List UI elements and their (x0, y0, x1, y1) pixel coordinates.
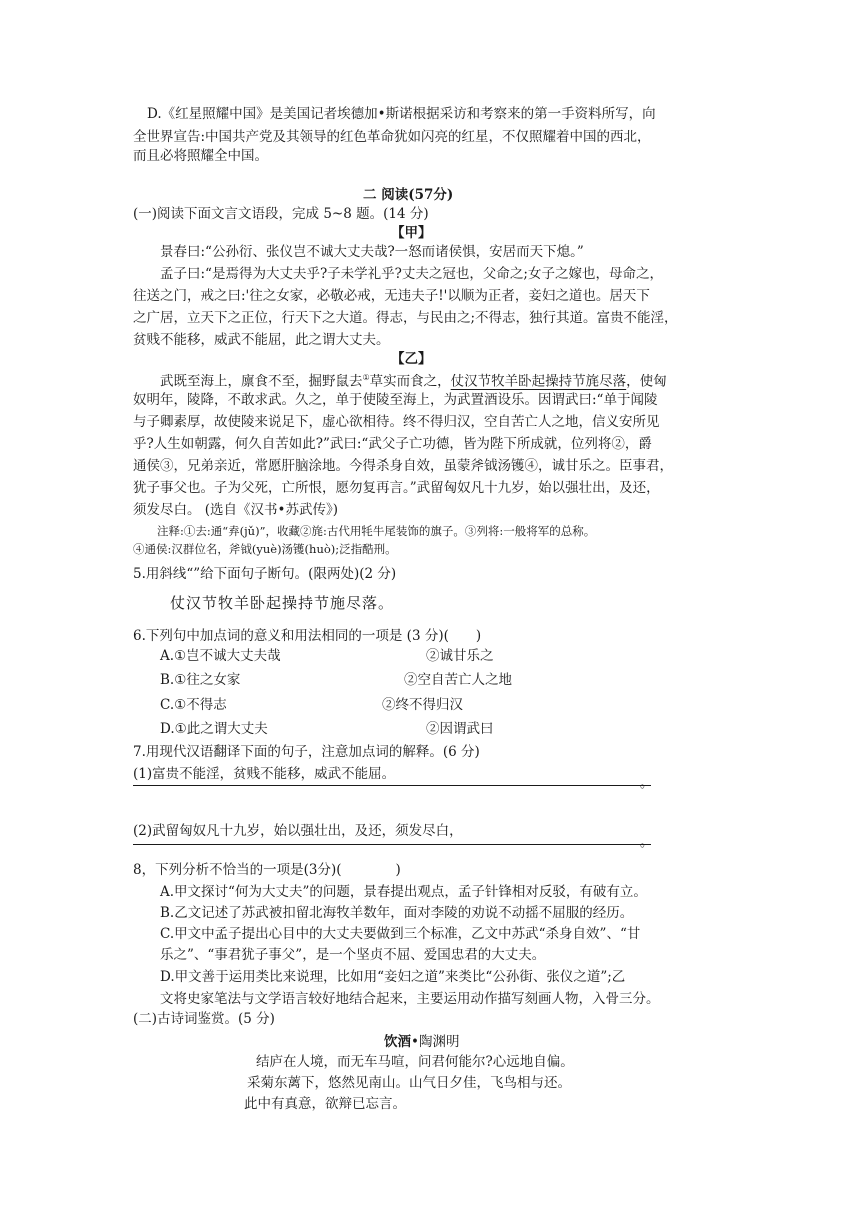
poem-line-3: 此中有真意，欲辩已忘言。 (244, 1096, 406, 1112)
part1-intro: (一)阅读下面文言文语段，完成 5~8 题。(14 分) (133, 206, 429, 222)
q6-option-d-1: D.①此之谓大丈夫 (160, 721, 268, 737)
question-7: 7.用现代汉语翻译下面的句子，注意加点词的解释。(6 分) (133, 744, 480, 760)
q8-option-d-line-1: D.甲文善于运用类比来说理，比如用“妾妇之道”来类比“公孙街、张仪之道”;乙 (160, 969, 626, 985)
jia-title: 【甲】 (391, 225, 432, 241)
yi-line-1 (160, 369, 667, 391)
section-title: 二 阅读(57分) (363, 187, 454, 203)
jia-line-2: 孟子曰:“是焉得为大丈夫乎?子未学礼乎?丈夫之冠也，父命之;女子之嫁也，母命之， (160, 266, 663, 282)
yi-line-6: 犹子事父也。子为父死，亡所恨，愿勿复再言。”武留匈奴凡十九岁，始以强壮出，及还， (133, 480, 660, 496)
yi-line-2: 奴明年，陵降，不敢求武。久之，单于使陵至海上，为武置酒设乐。因谓武曰:“单于闻陵 (133, 392, 658, 408)
answer-line-2-period: 。 (640, 835, 654, 850)
jia-line-3: 往送之门，戒之曰:'往之女家，必敬必戒，无违夫子!'以顺为正者，妾妇之道也。居天下 (133, 288, 650, 304)
q8-option-c-line-1: C.甲文中孟子提出心目中的大丈夫要做到三个标准，乙文中苏武“杀身自效”、“甘 (160, 926, 641, 942)
yi-line-7: 须发尽白。 (选自《汉书•苏武传》) (133, 502, 339, 518)
yi-line-1-pre: 武既至海上，廪食不至，掘野鼠去 (160, 373, 363, 390)
part2-intro: (二)古诗词鉴赏。(5 分) (133, 1011, 275, 1027)
yi-line-1-post: ，使匈 (626, 373, 667, 390)
jia-line-1: 景春曰:“公孙衍、张仪岂不诚大丈夫哉?一怒而诸侯惧，安居而天下熄。” (160, 244, 584, 260)
poem-line-1: 结庐在人境，而无车马喧，问君何能尔?心远地自偏。 (256, 1054, 574, 1070)
q6-option-a-2: ②诚甘乐之 (426, 648, 494, 664)
q6-option-b-2: ②空自苦亡人之地 (404, 672, 512, 688)
question-5: 5.用斜线“”给下面句子断句。(限两处)(2 分) (133, 566, 397, 582)
option-d-line-2: 全世界宣告:中国共产党及其领导的红色革命犹如闪亮的红星，不仅照耀着中国的西北， (133, 129, 651, 145)
q8-option-c-line-2: 乐之”、“事君犹子事父”，是一个坚贞不屈、爱国忠君的大丈夫。 (160, 947, 546, 963)
q6-option-b-1: B.①往之女家 (160, 672, 241, 688)
poem-heading (384, 1033, 459, 1051)
q6-option-a-1: A.①岂不诚大丈夫哉 (160, 648, 281, 664)
question-5-sentence: 仗汉节牧羊卧起操持节施尽落。 (170, 594, 395, 612)
jia-line-5: 贫贱不能移，威武不能屈，此之谓大丈夫。 (133, 332, 390, 348)
yi-line-5: 通侯③，兄弟亲近，常愿肝脑涂地。今得杀身自效，虽蒙斧钺汤镬④，诚甘乐之。臣事君， (133, 458, 673, 474)
note-line-2: ④通侯:汉群位名，斧钺(yuè)汤镬(huò);泛指酷刑。 (133, 542, 397, 556)
question-7-item-2: (2)武留匈奴凡十九岁，始以强壮出，及还，须发尽白， (133, 823, 463, 839)
yi-line-4: 乎?人生如朝露，何久自苦如此?”武曰:“武父子亡功德，皆为陛下所成就，位列将②，爵 (133, 436, 652, 452)
q6-option-c-1: C.①不得志 (160, 697, 227, 713)
answer-line-2[interactable] (133, 844, 651, 845)
question-8: 8，下列分析不恰当的一项是(3分)( ) (133, 862, 401, 878)
underlined-sentence: 仗汉节牧羊卧起操持节旄尽落 (450, 373, 627, 390)
note-line-1: 注释:①去:通“弆(jǔ)”，收藏②旄:古代用牦牛尾装饰的旗子。③列将:一般将军的总称。 (157, 524, 596, 538)
poem-title: 饮酒 (384, 1034, 411, 1050)
q8-option-d-line-2: 文将史家笔法与文学语言较好地结合起来，主要运用动作描写刻画人物，入骨三分。 (160, 991, 660, 1007)
option-d-line-3: 而且必将照耀全中国。 (133, 148, 268, 164)
question-7-item-1: (1)富贵不能淫，贫贱不能移，威武不能屈。 (133, 766, 396, 782)
yi-title: 【乙】 (391, 351, 432, 367)
jia-line-4: 之广居，立天下之正位，行天下之大道。得志，与民由之;不得志，独行其道。富贵不能淫， (133, 310, 678, 326)
q6-option-d-2: ②因谓武曰 (426, 721, 494, 737)
yi-line-3: 与子卿素厚，故使陵来说足下，虚心欲相待。终不得归汉，空自苦亡人之地，信义安所见 (133, 414, 660, 430)
q8-option-a: A.甲文探讨“何为大丈夫”的问题，景春提出观点，孟子针锋相对反驳，有破有立。 (160, 884, 647, 900)
q8-option-b: B.乙文记述了苏武被扣留北海牧羊数年，面对李陵的劝说不动摇不屈服的经历。 (160, 905, 634, 921)
question-6: 6.下列句中加点词的意义和用法相同的一项是 (3 分)( ) (133, 628, 482, 644)
option-d-line-1: D.《红星照耀中国》是美国记者埃德加•斯诺根据采访和考察来的第一手资料所写，向 (147, 106, 656, 122)
poem-line-2: 采菊东蓠下，悠然见南山。山气日夕佳，飞鸟相与还。 (247, 1075, 571, 1091)
poem-author: •陶渊明 (411, 1034, 460, 1050)
yi-line-1-mid: 草实而食之， (369, 373, 451, 390)
q6-option-c-2: ②终不得归汉 (382, 697, 463, 713)
answer-line-1-period: 。 (640, 776, 654, 791)
answer-line-1[interactable] (133, 785, 651, 786)
footnote-marker-1: ① (362, 373, 370, 382)
